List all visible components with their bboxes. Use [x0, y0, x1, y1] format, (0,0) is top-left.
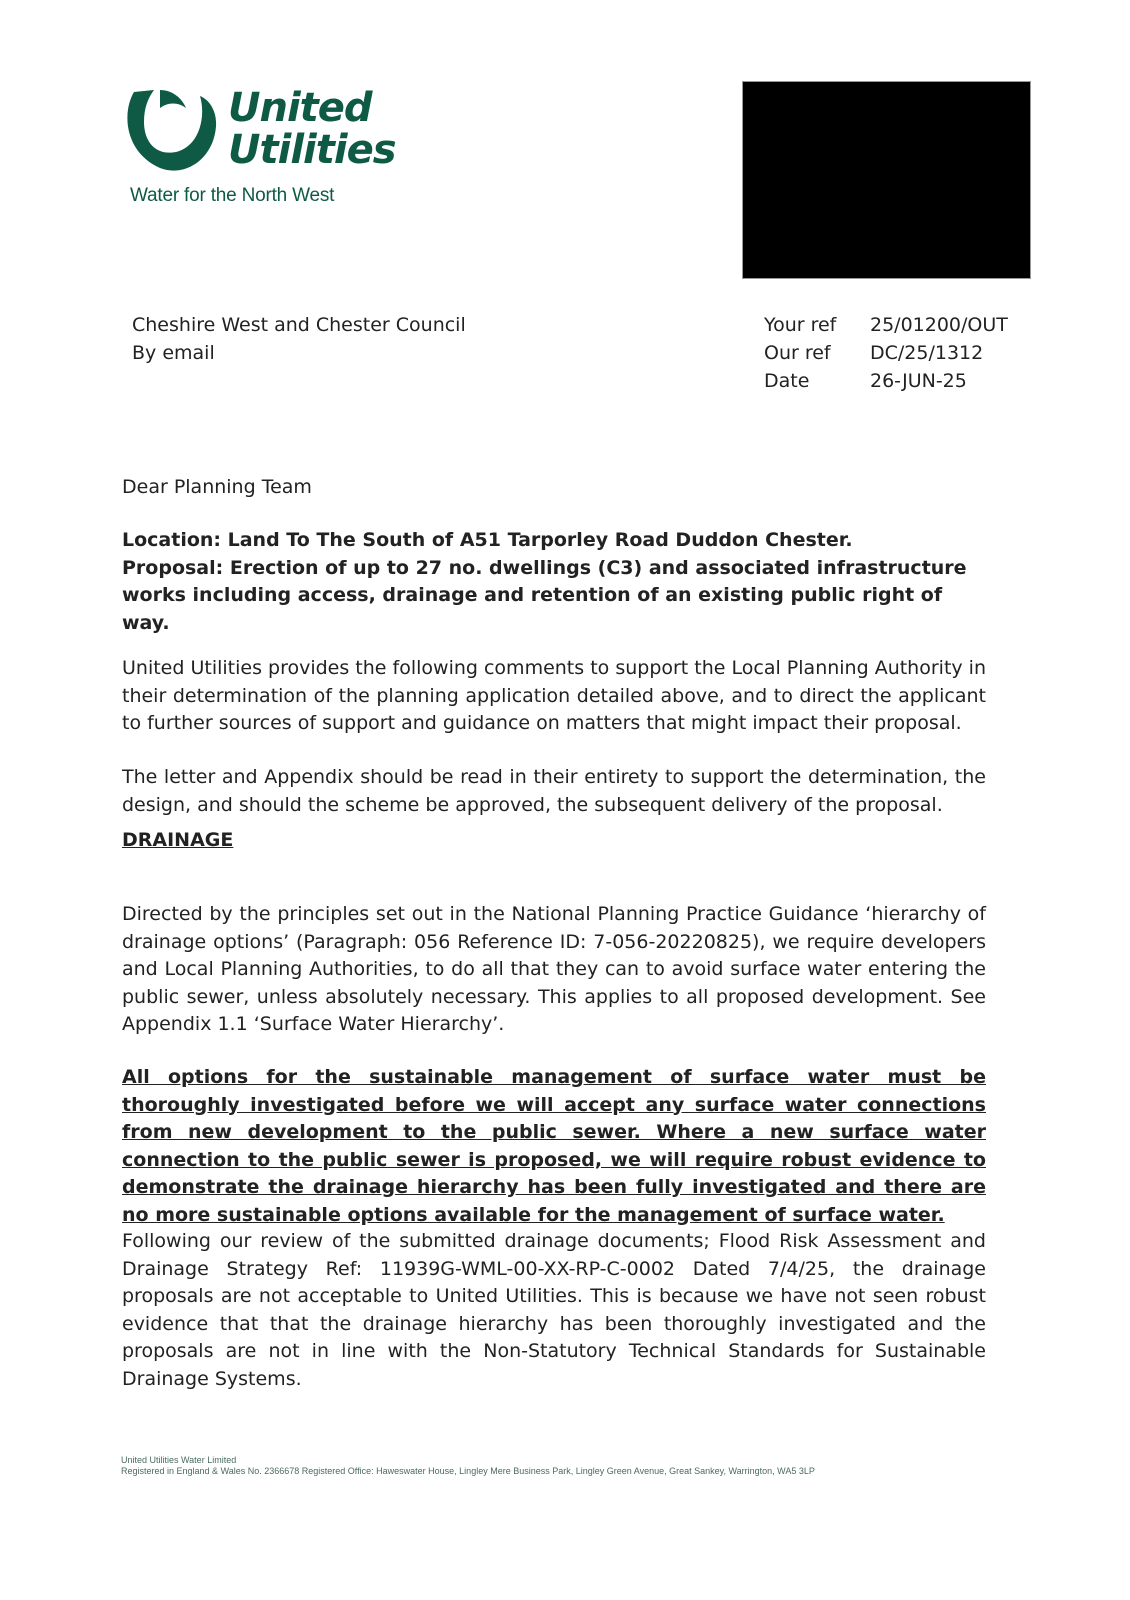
- subject-block: [122, 527, 986, 637]
- proposal-line: Proposal: Erection of up to 27 no. dwellings (C3) and associated infrastructure works including access, drainage and retention of an existing public right of way.: [122, 556, 967, 634]
- ref-label: Your ref: [764, 314, 837, 336]
- ref-value: DC/25/1312: [870, 342, 984, 364]
- u-swoosh-logo-icon: [120, 86, 220, 174]
- redacted-block: [742, 81, 1031, 279]
- footer-company-name: United Utilities Water Limited: [121, 1455, 237, 1465]
- ref-row-your-ref: [764, 311, 1008, 339]
- section-heading-drainage: DRAINAGE: [122, 829, 234, 851]
- ref-label: Date: [764, 370, 810, 392]
- footer-registration: Registered in England & Wales No. 2366678 Registered Office: Haweswater House, Lingley Mere Business Park, Lingley Green Avenue, Great Sankey, Warrington, WA5 3LP: [121, 1466, 815, 1476]
- salutation: Dear Planning Team: [122, 476, 312, 498]
- ref-row-date: [764, 367, 1008, 395]
- intro-paragraph: United Utilities provides the following comments to support the Local Planning Authority in their determination of the planning application detailed above, and to direct the applicant to further sources of support and guidance on matters that might impact their proposal.: [122, 657, 986, 734]
- united-utilities-logo: [120, 85, 396, 216]
- reference-block: [764, 311, 1008, 395]
- delivery-method: By email: [132, 342, 215, 364]
- reading-note-paragraph: The letter and Appendix should be read in their entirety to support the determination, the design, and should the scheme be approved, the subsequent delivery of the proposal.: [122, 766, 986, 816]
- recipient-name: Cheshire West and Chester Council: [132, 314, 466, 336]
- ref-row-our-ref: [764, 339, 1008, 367]
- review-findings-paragraph: Following our review of the submitted drainage documents; Flood Risk Assessment and Drainage Strategy Ref: 11939G-WML-00-XX-RP-C-0002 Dated 7/4/25, the drainage proposals are not acceptable to United Utilities. This is because we have not seen robust evidence that that the drainage hierarchy has been thoroughly investigated and the proposals are not in line with the Non-Statutory Technical Standards for Sustainable Drainage Systems.: [122, 1230, 986, 1390]
- brand-name-line1: United: [228, 85, 372, 131]
- surface-water-requirement-paragraph: All options for the sustainable management of surface water must be thoroughly investigated before we will accept any surface water connections from new development to the public sewer. Where a new surface water connection to the public sewer is proposed, we will require robust evidence to demonstrate the drainage hierarchy has been fully investigated and there are no more sustainable options available for the management of surface water.: [122, 1066, 986, 1226]
- location-line: Location: Land To The South of A51 Tarporley Road Duddon Chester.: [122, 529, 853, 551]
- ref-label: Our ref: [764, 342, 831, 364]
- ref-value: 25/01200/OUT: [870, 314, 1008, 336]
- ref-value: 26-JUN-25: [870, 370, 967, 392]
- brand-name-line2: Utilities: [228, 127, 396, 173]
- brand-tagline: Water for the North West: [130, 185, 335, 206]
- company-footer: [121, 1455, 815, 1477]
- drainage-hierarchy-paragraph: Directed by the principles set out in the National Planning Practice Guidance ‘hierarchy of drainage options’ (Paragraph: 056 Reference ID: 7-056-20220825), we require developers and Local Planning Authorities, to do all that they can to avoid surface water entering the public sewer, unless absolutely necessary. This applies to all proposed development. See Appendix 1.1 ‘Surface Water Hierarchy’.: [122, 903, 986, 1035]
- recipient-address: [132, 311, 466, 367]
